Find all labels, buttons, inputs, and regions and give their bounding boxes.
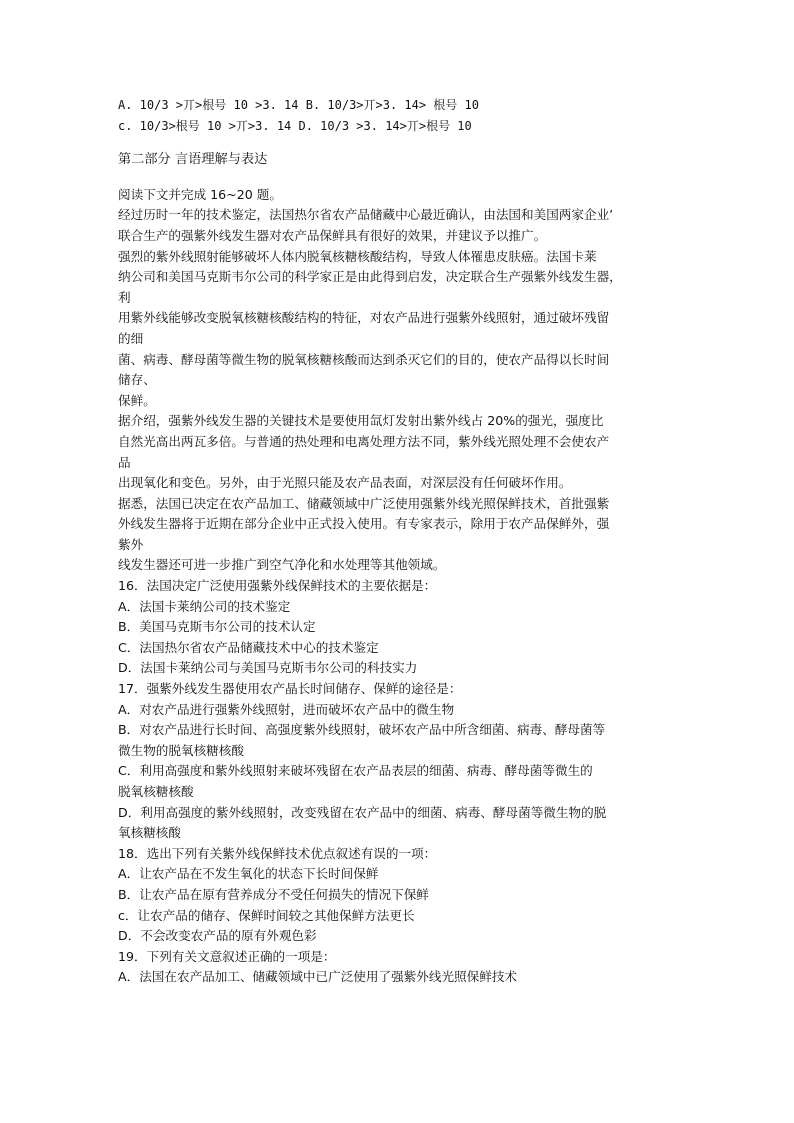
question-line: 微生物的脱氧核糖核酸 (118, 742, 244, 758)
passage-line: 用紫外线能够改变脱氧核糖核酸结构的特征，对农产品进行强紫外线照射，通过破坏残留 (118, 310, 610, 326)
passage-line: 菌、病毒、酵母菌等微生物的脱氧核糖核酸而达到杀灭它们的目的，使农产品得以长时间 (118, 351, 610, 367)
passage-line: 自然光高出两瓦多倍。与普通的热处理和电离处理方法不同，紫外线光照处理不会使农产 (118, 433, 610, 449)
passage-line: 品 (118, 454, 131, 470)
question-line: c．让农产品的储存、保鲜时间较之其他保鲜方法更长 (118, 907, 415, 923)
passage-line: 储存、 (118, 372, 156, 388)
question-line: 16．法国决定广泛使用强紫外线保鲜技术的主要依据是： (118, 578, 437, 594)
option-line: c. 10/3>根号 10 >丌>3. 14 D. 10/3 >3. 14>丌>根号 10 (118, 118, 472, 133)
passage-line: 据介绍，强紫外线发生器的关键技术是要使用氙灯发射出紫外线占 20%的强光，强度比 (118, 413, 604, 429)
question-line: A．让农产品在不发生氧化的状态下长时间保鲜 (118, 866, 379, 882)
question-line: 氧核糖核酸 (118, 825, 181, 841)
option-list-top (118, 95, 678, 136)
reading-passage (118, 185, 678, 576)
passage-line: 经过历时一年的技术鉴定，法国热尔省农产品储藏中心最近确认，由法国和美国两家企业’ (118, 207, 614, 223)
question-line: A．法国在农产品加工、储藏领域中已广泛使用了强紫外线光照保鲜技术 (118, 969, 518, 985)
option-line: A. 10/3 >丌>根号 10 >3. 14 B. 10/3>丌>3. 14> 根号 10 (118, 98, 479, 112)
passage-line: 线发生器还可进一步推广到空气净化和水处理等其他领域。 (118, 557, 446, 573)
passage-line: 纳公司和美国马克斯韦尔公司的科学家正是由此得到启发，决定联合生产强紫外线发生器， (118, 269, 622, 285)
passage-line: 阅读下文并完成 16~20 题。 (118, 186, 282, 202)
passage-line: 紫外 (118, 536, 144, 552)
question-line: A．法国卡莱纳公司的技术鉴定 (118, 598, 291, 614)
question-line: 18．选出下列有关紫外线保鲜技术优点叙述有误的一项： (118, 845, 437, 861)
question-line: D．法国卡莱纳公司与美国马克斯韦尔公司的科技实力 (118, 660, 418, 676)
question-line: D．不会改变农产品的原有外观色彩 (118, 928, 317, 944)
question-line: C．利用高强度和紫外线照射来破坏残留在农产品表层的细菌、病毒、酵母菌等微生的 (118, 763, 593, 779)
passage-line: 保鲜。 (118, 392, 156, 408)
question-line: 脱氧核糖核酸 (118, 784, 194, 799)
question-line: A．对农产品进行强紫外线照射，进而破坏农产品中的微生物 (118, 701, 455, 717)
passage-line: 出现氧化和变色。另外，由于光照只能及农产品表面，对深层没有任何破坏作用。 (118, 475, 572, 491)
question-list (118, 576, 678, 988)
question-line: C．法国热尔省农产品储藏技术中心的技术鉴定 (118, 639, 379, 655)
section-heading: 第二部分 言语理解与表达 (118, 152, 268, 168)
question-line: B．对农产品进行长时间、高强度紫外线照射，破坏农产品中所含细菌、病毒、酵母菌等 (118, 722, 606, 738)
question-line: 17．强紫外线发生器使用农产晶长时间储存、保鲜的途径是： (118, 681, 462, 697)
passage-line: 外线发生器将于近期在部分企业中正式投入使用。有专家表示，除用于农产品保鲜外，强 (118, 516, 610, 532)
passage-line: 据悉，法国已决定在农产品加工、储藏领域中广泛使用强紫外线光照保鲜技术，首批强紫 (118, 495, 610, 511)
passage-line: 的细 (118, 330, 144, 346)
question-line: B．让农产品在原有营养成分不受任何损失的情况下保鲜 (118, 886, 429, 902)
passage-line: 强烈的紫外线照射能够破坏人体内脱氧核糖核酸结构，导致人体罹患皮肤癌。法国卡莱 (118, 248, 597, 264)
passage-line: 利 (118, 289, 131, 305)
question-line: 19．下列有关文意叙述正确的一项是： (118, 948, 336, 964)
document-content (118, 95, 678, 988)
question-line: D．利用高强度的紫外线照射，改变残留在农产品中的细菌、病毒、酵母菌等微生物的脱 (118, 804, 607, 820)
question-line: B．美国马克斯韦尔公司的技术认定 (118, 619, 316, 635)
passage-line: 联合生产的强紫外线发生器对农产品保鲜具有很好的效果，并建议予以推广。 (118, 227, 547, 243)
